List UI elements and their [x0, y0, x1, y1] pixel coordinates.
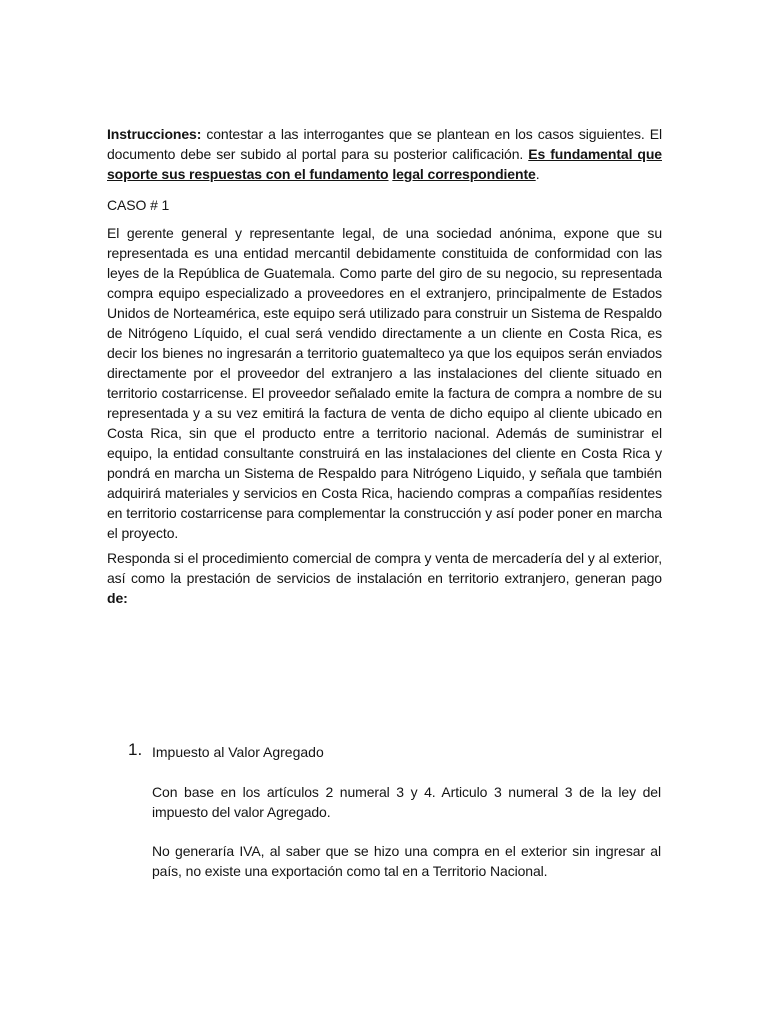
answer-legal-basis: Con base en los artículos 2 numeral 3 y 4. Articulo 3 numeral 3 de la ley del impuesto del valor Agregado. [152, 784, 661, 820]
instructions-text: contestar a las interrogantes que se plantean en los casos siguientes. El documento debe ser subido al portal para su posterior calificación. [107, 126, 662, 162]
list-number: 1. [128, 740, 143, 759]
question-text: Responda si el procedimiento comercial de compra y venta de mercadería del y al exterior, así como la prestación de servicios de instalación en territorio extranjero, generan pago [107, 550, 662, 586]
list-item-title: Impuesto al Valor Agregado [152, 744, 324, 760]
instructions-paragraph [107, 124, 662, 184]
instructions-emphasis-2: legal correspondiente [392, 166, 536, 182]
instructions-end: . [535, 166, 540, 182]
answer-text: No generaría IVA, al saber que se hizo una compra en el exterior sin ingresar al país, no existe una exportación como tal en a Territorio Nacional. [152, 843, 661, 879]
instructions-emphasis-1: Es fundamental que soporte sus respuestas con el fundamento [107, 146, 662, 182]
instructions-label: Instrucciones: [107, 126, 202, 142]
case-body: El gerente general y representante legal, de una sociedad anónima, expone que su representada es una entidad mercantil debidamente constituida de conformidad con las leyes de la República de Guatemala. Como parte del giro de su negocio, su representada compra equipo especializado a proveedores en el extranjero, principalmente de Estados Unidos de Norteamérica, este equipo será utilizado para construir un Sistema de Respaldo de Nitrógeno Líquido, el cual será vendido directamente a un cliente en Costa Rica, es decir los bienes no ingresarán a territorio guatemalteco ya que los equipos serán enviados directamente por el proveedor del extranjero a las instalaciones del cliente situado en territorio costarricense. El proveedor señalado emite la factura de compra a nombre de su representada y a su vez emitirá la factura de venta de dicho equipo al cliente ubicado en Costa Rica, sin que el producto entre a territorio nacional. Además de suministrar el equipo, la entidad consultante construirá en las instalaciones del cliente en Costa Rica y pondrá en marcha un Sistema de Respaldo para Nitrógeno Liquido, y señala que también adquirirá materiales y servicios en Costa Rica, haciendo compras a compañías residentes en territorio costarricense para complementar la construcción y así poder poner en marcha el proyecto. [107, 225, 662, 541]
question-paragraph [107, 548, 662, 608]
question-bold-end: de: [107, 590, 128, 606]
case-title: CASO # 1 [107, 197, 170, 213]
